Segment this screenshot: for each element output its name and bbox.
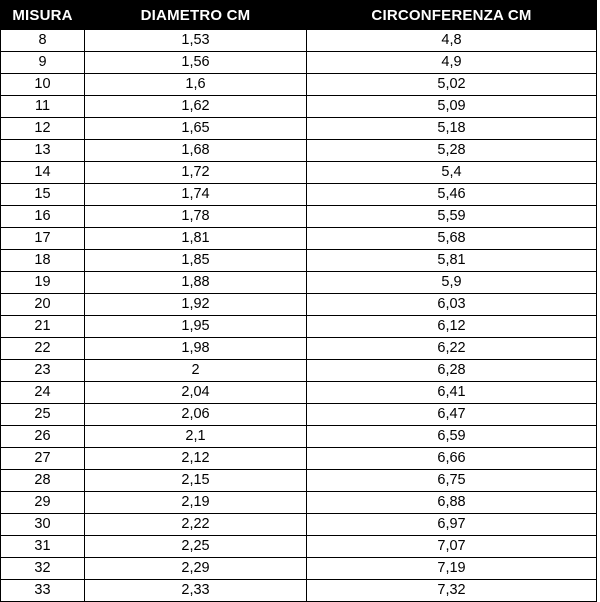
misura-cell: 20 — [1, 294, 85, 316]
diametro-cell: 1,92 — [85, 294, 307, 316]
table-row — [1, 558, 597, 580]
table-row — [1, 426, 597, 448]
misura-cell: 30 — [1, 514, 85, 536]
header-circonferenza-cm: CIRCONFERENZA CM — [307, 1, 597, 30]
circonferenza-cell: 5,02 — [307, 74, 597, 96]
table-row — [1, 382, 597, 404]
circonferenza-cell: 6,28 — [307, 360, 597, 382]
diametro-cell: 1,6 — [85, 74, 307, 96]
diametro-cell: 1,68 — [85, 140, 307, 162]
header-diametro-cm: DIAMETRO CM — [85, 1, 307, 30]
table-row — [1, 74, 597, 96]
diametro-cell: 1,53 — [85, 30, 307, 52]
misura-cell: 24 — [1, 382, 85, 404]
misura-cell: 13 — [1, 140, 85, 162]
table-body — [1, 30, 597, 602]
circonferenza-cell: 6,59 — [307, 426, 597, 448]
circonferenza-cell: 6,75 — [307, 470, 597, 492]
circonferenza-cell: 5,9 — [307, 272, 597, 294]
table-row — [1, 162, 597, 184]
diametro-cell: 1,56 — [85, 52, 307, 74]
diametro-cell: 1,85 — [85, 250, 307, 272]
diametro-cell: 2 — [85, 360, 307, 382]
table-row — [1, 316, 597, 338]
circonferenza-cell: 7,19 — [307, 558, 597, 580]
misura-cell: 21 — [1, 316, 85, 338]
diametro-cell: 2,1 — [85, 426, 307, 448]
table-row — [1, 492, 597, 514]
table-row — [1, 272, 597, 294]
circonferenza-cell: 6,12 — [307, 316, 597, 338]
circonferenza-cell: 5,4 — [307, 162, 597, 184]
misura-cell: 32 — [1, 558, 85, 580]
circonferenza-cell: 7,32 — [307, 580, 597, 602]
circonferenza-cell: 6,47 — [307, 404, 597, 426]
table-row — [1, 228, 597, 250]
diametro-cell: 1,72 — [85, 162, 307, 184]
misura-cell: 9 — [1, 52, 85, 74]
misura-cell: 8 — [1, 30, 85, 52]
table-row — [1, 206, 597, 228]
circonferenza-cell: 6,03 — [307, 294, 597, 316]
table-row — [1, 338, 597, 360]
table-row — [1, 580, 597, 602]
table-row — [1, 360, 597, 382]
diametro-cell: 2,04 — [85, 382, 307, 404]
table-row — [1, 536, 597, 558]
table-row — [1, 448, 597, 470]
diametro-cell: 1,78 — [85, 206, 307, 228]
table-row — [1, 52, 597, 74]
header-misura: MISURA — [1, 1, 85, 30]
circonferenza-cell: 6,88 — [307, 492, 597, 514]
table-header-row — [1, 1, 597, 30]
table-row — [1, 250, 597, 272]
circonferenza-cell: 5,18 — [307, 118, 597, 140]
circonferenza-cell: 4,8 — [307, 30, 597, 52]
misura-cell: 10 — [1, 74, 85, 96]
misura-cell: 26 — [1, 426, 85, 448]
misura-cell: 23 — [1, 360, 85, 382]
circonferenza-cell: 5,81 — [307, 250, 597, 272]
circonferenza-cell: 7,07 — [307, 536, 597, 558]
diametro-cell: 2,12 — [85, 448, 307, 470]
misura-cell: 22 — [1, 338, 85, 360]
misura-cell: 28 — [1, 470, 85, 492]
diametro-cell: 2,33 — [85, 580, 307, 602]
diametro-cell: 1,98 — [85, 338, 307, 360]
diametro-cell: 1,65 — [85, 118, 307, 140]
misura-cell: 15 — [1, 184, 85, 206]
table-row — [1, 294, 597, 316]
table-row — [1, 404, 597, 426]
table-row — [1, 140, 597, 162]
diametro-cell: 2,15 — [85, 470, 307, 492]
table-row — [1, 118, 597, 140]
circonferenza-cell: 6,97 — [307, 514, 597, 536]
misura-cell: 31 — [1, 536, 85, 558]
circonferenza-cell: 6,66 — [307, 448, 597, 470]
misura-cell: 12 — [1, 118, 85, 140]
misura-cell: 29 — [1, 492, 85, 514]
diametro-cell: 2,19 — [85, 492, 307, 514]
table-row — [1, 470, 597, 492]
diametro-cell: 1,88 — [85, 272, 307, 294]
misura-cell: 19 — [1, 272, 85, 294]
misura-cell: 27 — [1, 448, 85, 470]
misura-cell: 25 — [1, 404, 85, 426]
table-row — [1, 96, 597, 118]
circonferenza-cell: 5,46 — [307, 184, 597, 206]
circonferenza-cell: 5,59 — [307, 206, 597, 228]
table-row — [1, 514, 597, 536]
diametro-cell: 1,81 — [85, 228, 307, 250]
misura-cell: 17 — [1, 228, 85, 250]
diametro-cell: 2,22 — [85, 514, 307, 536]
diametro-cell: 1,62 — [85, 96, 307, 118]
circonferenza-cell: 5,28 — [307, 140, 597, 162]
circonferenza-cell: 6,22 — [307, 338, 597, 360]
misura-cell: 14 — [1, 162, 85, 184]
circonferenza-cell: 6,41 — [307, 382, 597, 404]
diametro-cell: 2,06 — [85, 404, 307, 426]
misura-cell: 16 — [1, 206, 85, 228]
table-row — [1, 30, 597, 52]
circonferenza-cell: 5,68 — [307, 228, 597, 250]
diametro-cell: 2,29 — [85, 558, 307, 580]
diametro-cell: 1,74 — [85, 184, 307, 206]
misura-cell: 33 — [1, 580, 85, 602]
circonferenza-cell: 5,09 — [307, 96, 597, 118]
table-row — [1, 184, 597, 206]
circonferenza-cell: 4,9 — [307, 52, 597, 74]
diametro-cell: 1,95 — [85, 316, 307, 338]
diametro-cell: 2,25 — [85, 536, 307, 558]
misura-cell: 11 — [1, 96, 85, 118]
misura-cell: 18 — [1, 250, 85, 272]
